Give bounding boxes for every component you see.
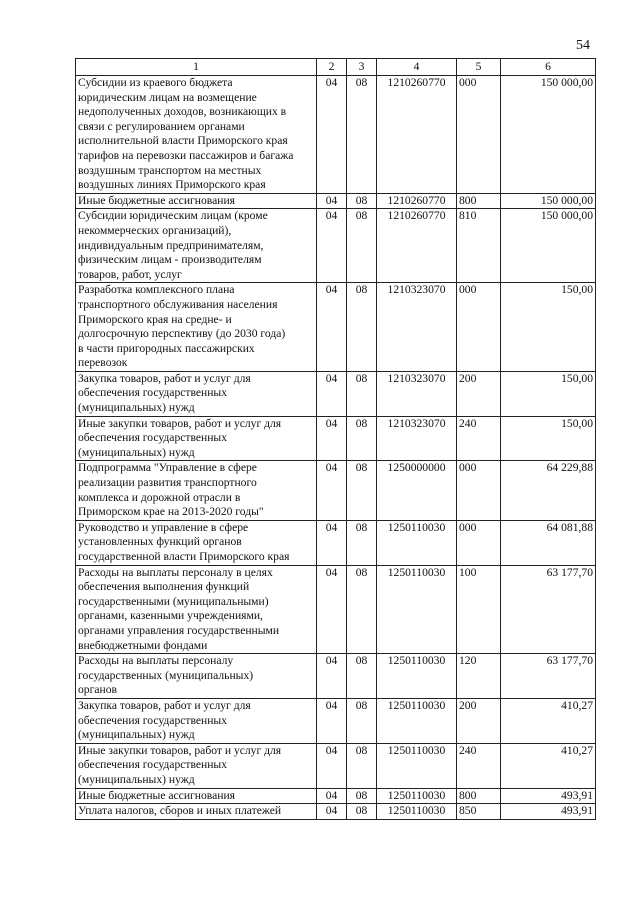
row-amount: 63 177,70: [501, 654, 596, 699]
row-amount: 150,00: [501, 283, 596, 372]
header-col-3: 3: [347, 59, 377, 76]
row-section-code: 04: [317, 788, 347, 804]
row-name: [76, 804, 317, 820]
row-name-line: воздушным транспортом на местных: [78, 163, 262, 177]
row-name-line: Иные бюджетные ассигнования: [78, 788, 235, 802]
table-row: [76, 788, 596, 804]
row-subsection-code: 08: [347, 788, 377, 804]
row-name-line: тарифов на перевозки пассажиров и багажа: [78, 148, 294, 162]
row-name-line: некоммерческих организаций),: [78, 223, 232, 237]
row-name-line: в части пригородных пассажирских: [78, 341, 255, 355]
row-expense-type-code: 810: [457, 209, 501, 283]
row-section-code: 04: [317, 520, 347, 565]
row-name-line: государственных (муниципальных): [78, 668, 254, 682]
row-name-line: органами, казенными учреждениями,: [78, 609, 263, 623]
row-name-line: (муниципальных) нужд: [78, 772, 195, 786]
row-name-line: Уплата налогов, сборов и иных платежей: [78, 804, 282, 818]
row-amount: 63 177,70: [501, 565, 596, 654]
row-section-code: 04: [317, 371, 347, 416]
row-target-article-code: 1210260770: [377, 193, 457, 209]
row-section-code: 04: [317, 193, 347, 209]
row-target-article-code: 1210260770: [377, 209, 457, 283]
row-name: [76, 209, 317, 283]
row-name-line: Расходы на выплаты персоналу: [78, 654, 234, 668]
row-name-line: (муниципальных) нужд: [78, 728, 195, 742]
row-name: [76, 371, 317, 416]
table-row: [76, 461, 596, 520]
row-subsection-code: 08: [347, 698, 377, 743]
row-name: [76, 76, 317, 194]
row-target-article-code: 1210323070: [377, 371, 457, 416]
row-name-line: Иные закупки товаров, работ и услуг для: [78, 416, 282, 430]
row-name-line: Приморского края на средне- и: [78, 312, 232, 326]
row-section-code: 04: [317, 283, 347, 372]
row-amount: 150 000,00: [501, 193, 596, 209]
row-amount: 150 000,00: [501, 209, 596, 283]
row-name: [76, 520, 317, 565]
row-name: [76, 788, 317, 804]
row-section-code: 04: [317, 209, 347, 283]
row-subsection-code: 08: [347, 743, 377, 788]
table-row: [76, 283, 596, 372]
row-expense-type-code: 850: [457, 804, 501, 820]
table-row: [76, 654, 596, 699]
row-name-line: внебюджетными фондами: [78, 638, 208, 652]
row-name-line: обеспечения государственных: [78, 713, 228, 727]
row-target-article-code: 1250000000: [377, 461, 457, 520]
row-section-code: 04: [317, 461, 347, 520]
row-section-code: 04: [317, 698, 347, 743]
row-target-article-code: 1250110030: [377, 743, 457, 788]
row-section-code: 04: [317, 76, 347, 194]
row-expense-type-code: 200: [457, 698, 501, 743]
row-expense-type-code: 000: [457, 461, 501, 520]
header-col-5: 5: [457, 59, 501, 76]
row-name-line: реализации развития транспортного: [78, 476, 257, 490]
row-amount: 410,27: [501, 743, 596, 788]
row-name-line: Субсидии из краевого бюджета: [78, 76, 233, 89]
row-name-line: обеспечения выполнения функций: [78, 580, 250, 594]
row-subsection-code: 08: [347, 565, 377, 654]
row-subsection-code: 08: [347, 193, 377, 209]
row-name: [76, 698, 317, 743]
row-name-line: органов: [78, 683, 117, 697]
table-header: [76, 59, 596, 76]
table-row: [76, 743, 596, 788]
table-row: [76, 76, 596, 194]
row-name-line: связи с регулированием органами: [78, 119, 245, 133]
header-col-6: 6: [501, 59, 596, 76]
row-name-line: обеспечения государственных: [78, 431, 228, 445]
row-target-article-code: 1250110030: [377, 804, 457, 820]
row-target-article-code: 1250110030: [377, 698, 457, 743]
row-name-line: индивидуальным предпринимателям,: [78, 238, 264, 252]
row-subsection-code: 08: [347, 804, 377, 820]
row-name: [76, 461, 317, 520]
row-subsection-code: 08: [347, 371, 377, 416]
header-col-1: 1: [76, 59, 317, 76]
row-subsection-code: 08: [347, 416, 377, 461]
row-section-code: 04: [317, 743, 347, 788]
row-section-code: 04: [317, 654, 347, 699]
row-name: [76, 416, 317, 461]
row-name-line: органами управления государственными: [78, 623, 280, 637]
row-amount: 410,27: [501, 698, 596, 743]
row-section-code: 04: [317, 804, 347, 820]
table-body: [76, 76, 596, 820]
budget-table: [75, 58, 596, 820]
table-row: [76, 520, 596, 565]
row-expense-type-code: 800: [457, 193, 501, 209]
row-target-article-code: 1210260770: [377, 76, 457, 194]
row-name: [76, 565, 317, 654]
row-name: [76, 283, 317, 372]
row-name-line: Приморском крае на 2013-2020 годы": [78, 505, 264, 519]
row-name-line: обеспечения государственных: [78, 758, 228, 772]
row-name-line: товаров, работ, услуг: [78, 267, 182, 281]
row-name-line: физическим лицам - производителям: [78, 253, 262, 267]
row-name-line: Закупка товаров, работ и услуг для: [78, 371, 251, 385]
row-amount: 150 000,00: [501, 76, 596, 194]
row-name: [76, 193, 317, 209]
row-subsection-code: 08: [347, 209, 377, 283]
row-expense-type-code: 240: [457, 416, 501, 461]
row-name-line: обеспечения государственных: [78, 386, 228, 400]
page-number: 54: [576, 38, 590, 53]
row-name-line: (муниципальных) нужд: [78, 401, 195, 415]
row-subsection-code: 08: [347, 654, 377, 699]
row-name-line: юридическим лицам на возмещение: [78, 90, 257, 104]
header-col-4: 4: [377, 59, 457, 76]
row-name-line: комплекса и дорожной отрасли в: [78, 490, 241, 504]
row-expense-type-code: 800: [457, 788, 501, 804]
row-amount: 64 229,88: [501, 461, 596, 520]
row-name-line: Закупка товаров, работ и услуг для: [78, 698, 251, 712]
row-subsection-code: 08: [347, 520, 377, 565]
row-amount: 64 081,88: [501, 520, 596, 565]
row-subsection-code: 08: [347, 283, 377, 372]
table-row: [76, 698, 596, 743]
row-expense-type-code: 120: [457, 654, 501, 699]
header-row: [76, 59, 596, 76]
row-amount: 150,00: [501, 416, 596, 461]
row-name-line: Руководство и управление в сфере: [78, 520, 249, 534]
row-name-line: установленных функций органов: [78, 535, 242, 549]
row-target-article-code: 1250110030: [377, 654, 457, 699]
row-expense-type-code: 000: [457, 283, 501, 372]
row-section-code: 04: [317, 416, 347, 461]
row-section-code: 04: [317, 565, 347, 654]
row-name-line: воздушных линиях Приморского края: [78, 178, 266, 192]
row-amount: 150,00: [501, 371, 596, 416]
row-name-line: Иные закупки товаров, работ и услуг для: [78, 743, 282, 757]
table-row: [76, 193, 596, 209]
row-name-line: государственными (муниципальными): [78, 594, 269, 608]
row-name-line: долгосрочную перспективу (до 2030 года): [78, 327, 286, 341]
row-name-line: исполнительной власти Приморского края: [78, 134, 288, 148]
row-name-line: Иные бюджетные ассигнования: [78, 193, 235, 207]
row-expense-type-code: 000: [457, 520, 501, 565]
row-subsection-code: 08: [347, 461, 377, 520]
row-name-line: Подпрограмма "Управление в сфере: [78, 461, 257, 475]
row-name-line: недополученных доходов, возникающих в: [78, 105, 287, 119]
row-name-line: (муниципальных) нужд: [78, 445, 195, 459]
row-target-article-code: 1250110030: [377, 788, 457, 804]
table-row: [76, 565, 596, 654]
row-name-line: Субсидии юридическим лицам (кроме: [78, 209, 268, 223]
row-name-line: перевозок: [78, 356, 128, 370]
row-target-article-code: 1210323070: [377, 283, 457, 372]
table-row: [76, 804, 596, 820]
row-name-line: транспортного обслуживания населения: [78, 297, 278, 311]
row-expense-type-code: 100: [457, 565, 501, 654]
row-amount: 493,91: [501, 788, 596, 804]
row-name-line: Разработка комплексного плана: [78, 283, 235, 297]
row-name: [76, 743, 317, 788]
table-row: [76, 209, 596, 283]
table-row: [76, 416, 596, 461]
row-target-article-code: 1250110030: [377, 520, 457, 565]
header-col-2: 2: [317, 59, 347, 76]
row-target-article-code: 1250110030: [377, 565, 457, 654]
row-target-article-code: 1210323070: [377, 416, 457, 461]
table-row: [76, 371, 596, 416]
row-subsection-code: 08: [347, 76, 377, 194]
row-amount: 493,91: [501, 804, 596, 820]
row-name-line: государственной власти Приморского края: [78, 550, 290, 563]
row-expense-type-code: 000: [457, 76, 501, 194]
row-name: [76, 654, 317, 699]
row-expense-type-code: 200: [457, 371, 501, 416]
row-expense-type-code: 240: [457, 743, 501, 788]
row-name-line: Расходы на выплаты персоналу в целях: [78, 565, 273, 579]
